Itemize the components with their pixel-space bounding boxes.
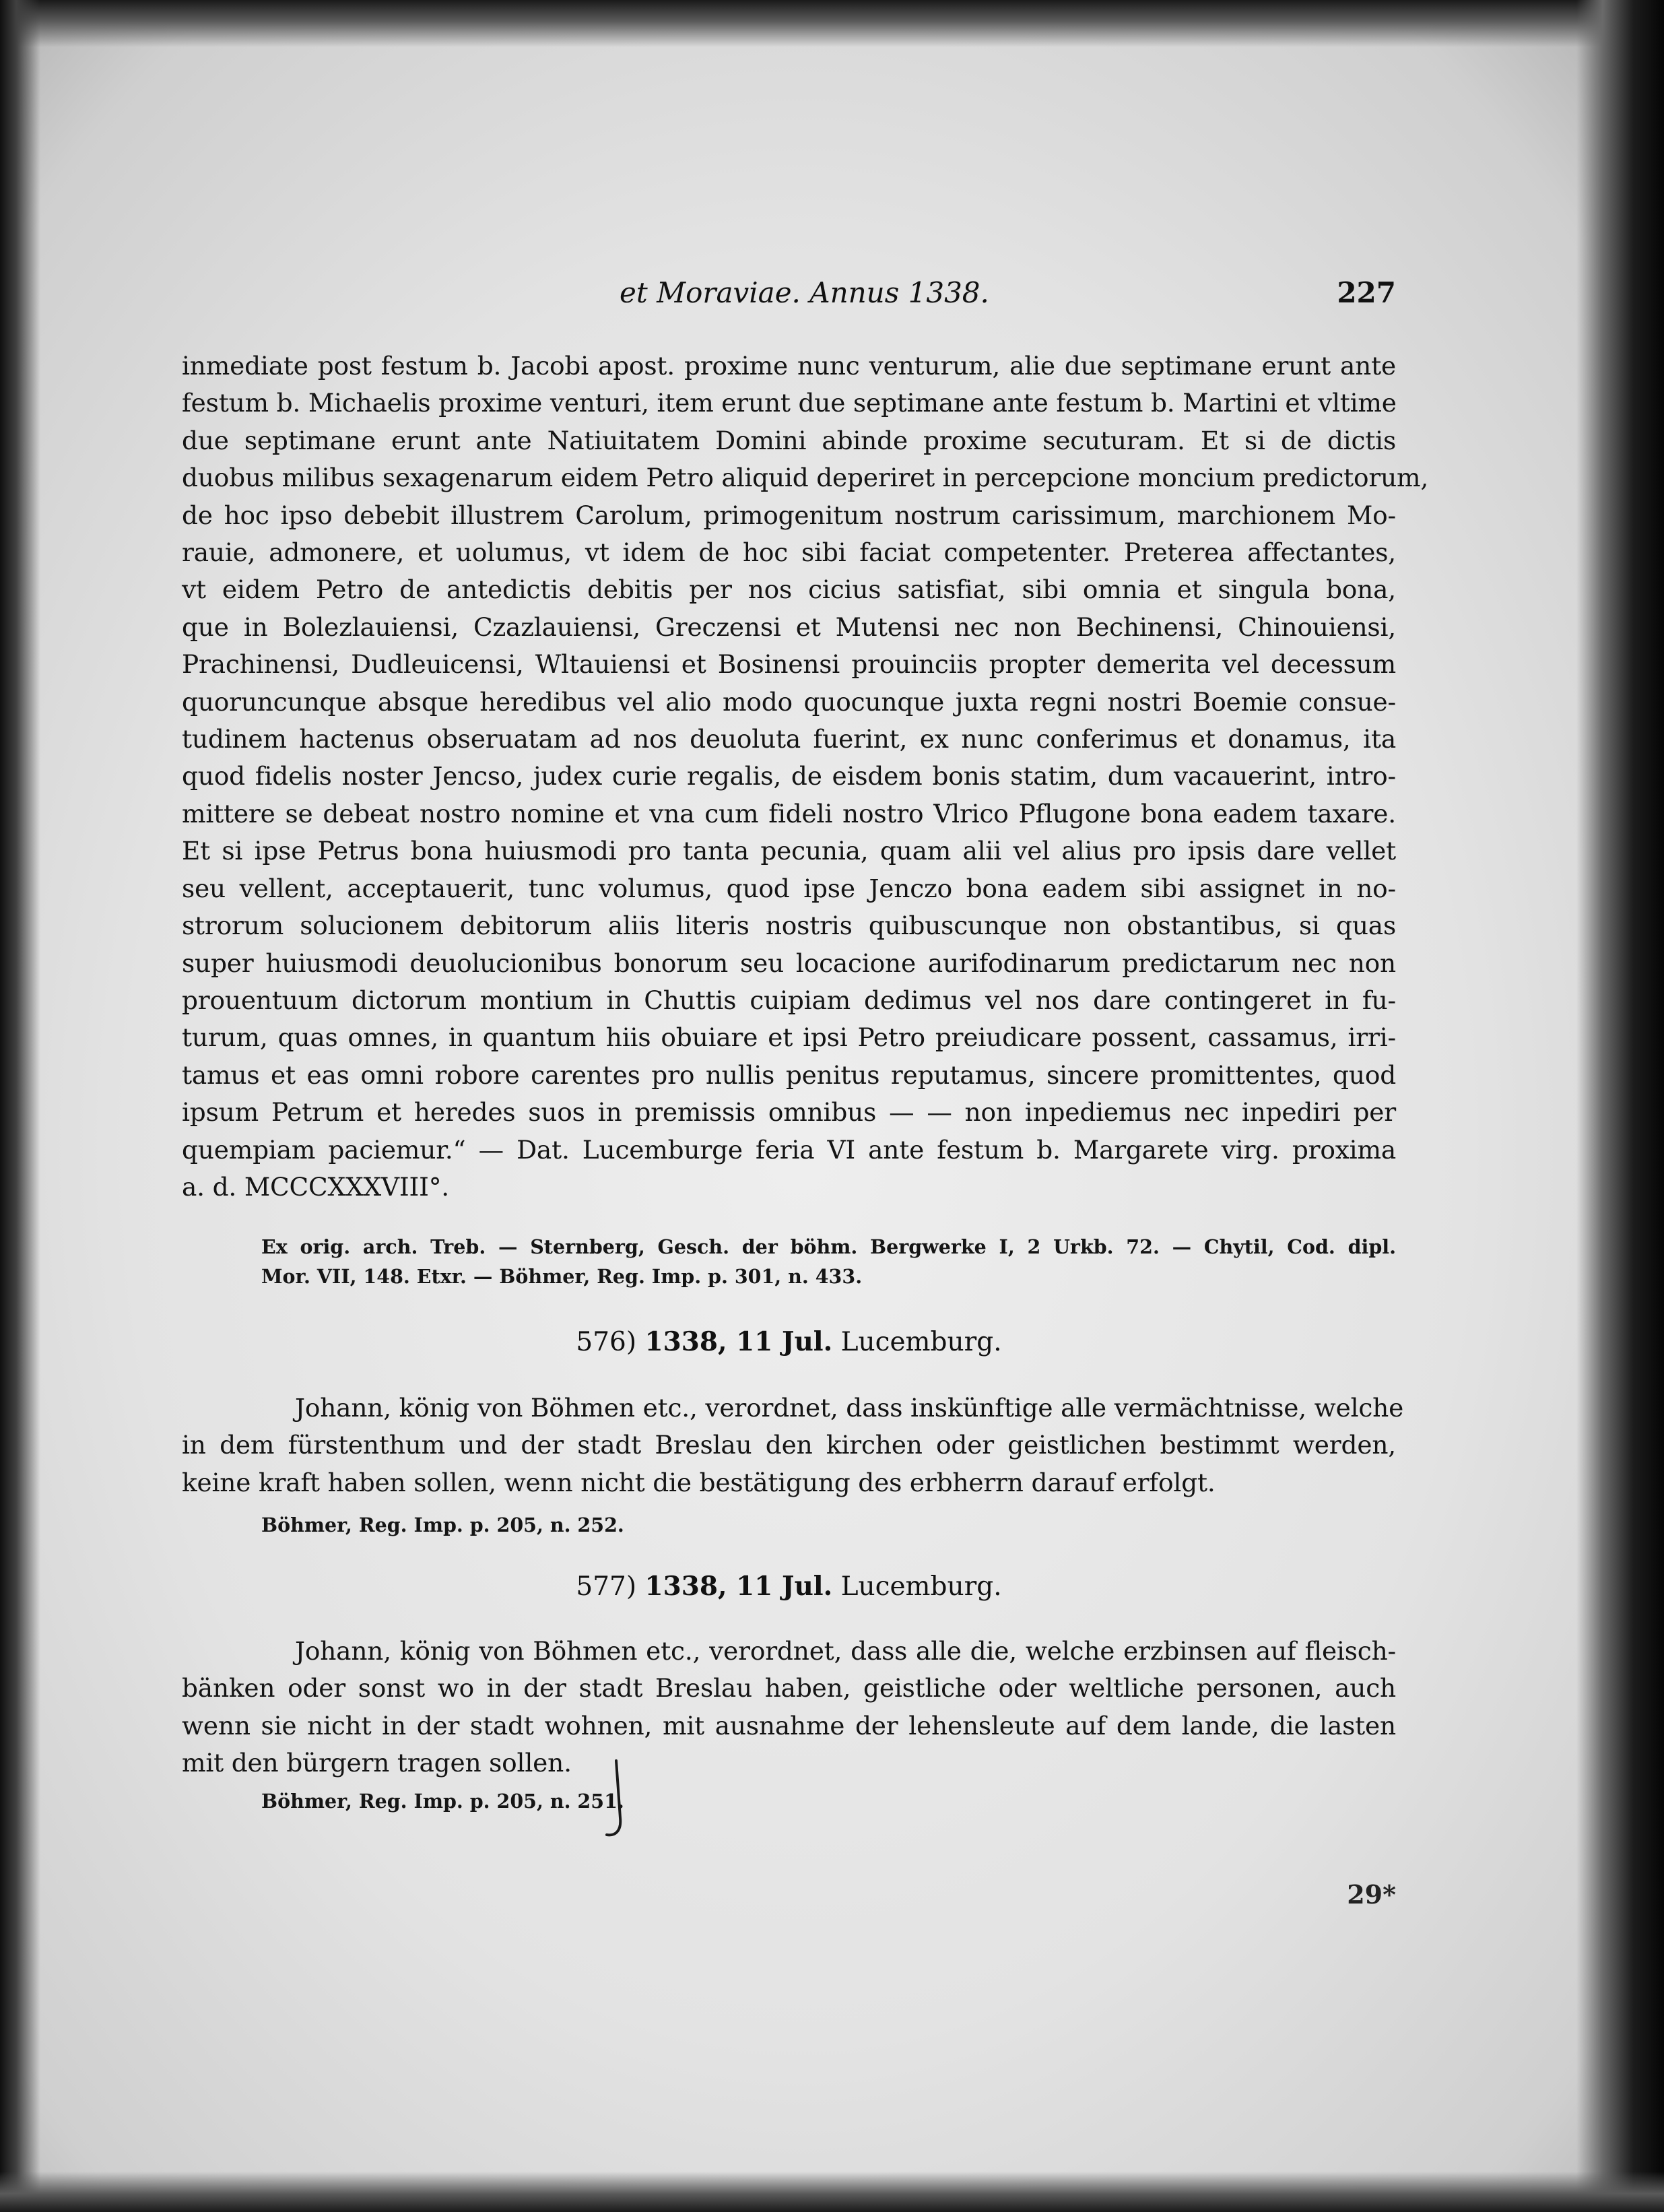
text-line: wenn sie nicht in der stadt wohnen, mit ausnahme der lehensleute auf dem lande, die lasten bbox=[182, 1710, 1396, 1741]
text-line: keine kraft haben sollen, wenn nicht die bestätigung des erbherrn darauf erfolgt. bbox=[182, 1467, 1216, 1497]
handwritten-bracket-mark bbox=[601, 1754, 642, 1842]
charter-text bbox=[182, 348, 1429, 1206]
text-line: quod fidelis noster Jencso, judex curie regalis, de eisdem bonis statim, dum vacauerint, intro- bbox=[182, 761, 1396, 791]
text-line: turum, quas omnes, in quantum hiis obuiare et ipsi Petro preiudicare possent, cassamus, irri- bbox=[182, 1022, 1396, 1053]
running-title: et Moraviae. Annus 1338. bbox=[620, 276, 989, 309]
source-line: Ex orig. arch. Treb. — Sternberg, Gesch. der böhm. Bergwerke I, 2 Urkb. 72. — Chytil, Cod. dipl. bbox=[261, 1235, 1396, 1258]
text-line: quempiam paciemur.“ — Dat. Lucemburge feria VI ante festum b. Margarete virg. proxima bbox=[182, 1134, 1396, 1165]
text-line: super huiusmodi deuolucionibus bonorum seu locacione aurifodinarum predictarum nec non bbox=[182, 948, 1396, 978]
text-line: strorum solucionem debitorum aliis literis nostris quibuscunque non obstantibus, si quas bbox=[182, 911, 1396, 941]
text-line: Prachinensi, Dudleuicensi, Wltauiensi et Bosinensi prouinciis propter demerita vel decessum bbox=[182, 649, 1396, 680]
text-line: seu vellent, acceptauerit, tunc volumus, quod ipse Jenczo bona eadem sibi assignet in no- bbox=[182, 873, 1396, 903]
text-line: Johann, könig von Böhmen etc., verordnet, dass alle die, welche erzbinsen auf fleisch- bbox=[295, 1636, 1396, 1666]
scan-shadow-top bbox=[0, 0, 1664, 47]
entry-577-regest bbox=[182, 1633, 1396, 1782]
entry-number: 577) bbox=[576, 1571, 637, 1602]
text-line: Johann, könig von Böhmen etc., verordnet, dass inskünftige alle vermächtnisse, welche bbox=[295, 1393, 1404, 1423]
entry-number: 576) bbox=[576, 1327, 637, 1357]
text-line: duobus milibus sexagenarum eidem Petro aliquid deperiret in percepcione moncium predictorum, bbox=[182, 463, 1429, 493]
text-line: Et si ipse Petrus bona huiusmodi pro tanta pecunia, quam alii vel alius pro ipsis dare vellet bbox=[182, 836, 1396, 866]
entry-place: Lucemburg. bbox=[840, 1571, 1002, 1602]
source-line: Böhmer, Reg. Imp. p. 205, n. 252. bbox=[261, 1514, 624, 1536]
scan-shadow-left bbox=[0, 0, 40, 2212]
text-line: rauie, admonere, et uolumus, vt idem de hoc sibi faciat competenter. Preterea affectantes, bbox=[182, 538, 1396, 568]
text-line: de hoc ipso debebit illustrem Carolum, primogenitum nostrum carissimum, marchionem Mo- bbox=[182, 500, 1396, 530]
sheet-signature-marker: 29* bbox=[1347, 1879, 1396, 1910]
entry-date: 1338, 11 Jul. bbox=[644, 1571, 833, 1602]
scan-shadow-bottom bbox=[0, 2172, 1664, 2212]
text-line: mit den bürgern tragen sollen. bbox=[182, 1748, 572, 1778]
entry-576-source bbox=[261, 1510, 1396, 1540]
entry-576-regest bbox=[182, 1390, 1404, 1501]
text-line: ipsum Petrum et heredes suos in premissis omnibus — — non inpediemus nec inpediri per bbox=[182, 1097, 1396, 1128]
scan-shadow-right bbox=[1576, 0, 1664, 2212]
text-line: tudinem hactenus obseruatam ad nos deuoluta fuerint, ex nunc conferimus et donamus, ita bbox=[182, 724, 1396, 754]
source-line: Böhmer, Reg. Imp. p. 205, n. 251. bbox=[261, 1790, 624, 1813]
text-line: in dem fürstenthum und der stadt Breslau den kirchen oder geistlichen bestimmt werden, bbox=[182, 1430, 1396, 1460]
entry-576-heading bbox=[182, 1322, 1396, 1363]
text-line: vt eidem Petro de antedictis debitis per nos cicius satisfiat, sibi omnia et singula bona, bbox=[182, 575, 1396, 605]
text-line: mittere se debeat nostro nomine et vna cum fideli nostro Vlrico Pflugone bona eadem taxare. bbox=[182, 798, 1396, 828]
text-line: festum b. Michaelis proxime venturi, item erunt due septimane ante festum b. Martini et vltime bbox=[182, 388, 1397, 418]
page-header bbox=[182, 276, 1396, 323]
entry-place: Lucemburg. bbox=[840, 1327, 1002, 1357]
entry-577-heading bbox=[182, 1566, 1396, 1607]
text-line: tamus et eas omni robore carentes pro nullis penitus reputamus, sincere promittentes, quod bbox=[182, 1060, 1396, 1090]
charter-source-note bbox=[261, 1232, 1396, 1291]
page-number: 227 bbox=[1337, 276, 1396, 309]
text-line: que in Bolezlauiensi, Czazlauiensi, Greczensi et Mutensi nec non Bechinensi, Chinouiensi, bbox=[182, 612, 1396, 642]
entry-577-source bbox=[261, 1786, 1396, 1816]
text-line: inmediate post festum b. Jacobi apost. proxime nunc venturum, alie due septimane erunt ante bbox=[182, 351, 1396, 381]
text-line: quoruncunque absque heredibus vel alio modo quocunque juxta regni nostri Boemie consue- bbox=[182, 686, 1396, 717]
text-line: a. d. MCCCXXXVIII°. bbox=[182, 1171, 449, 1202]
text-line: bänken oder sonst wo in der stadt Breslau haben, geistliche oder weltliche personen, auch bbox=[182, 1673, 1396, 1703]
entry-date: 1338, 11 Jul. bbox=[644, 1326, 833, 1357]
text-line: prouentuum dictorum montium in Chuttis cuipiam dedimus vel nos dare contingeret in fu- bbox=[182, 985, 1396, 1015]
text-line: due septimane erunt ante Natiuitatem Domini abinde proxime secuturam. Et si de dictis bbox=[182, 425, 1396, 455]
source-line: Mor. VII, 148. Etxr. — Böhmer, Reg. Imp. p. 301, n. 433. bbox=[261, 1265, 863, 1288]
